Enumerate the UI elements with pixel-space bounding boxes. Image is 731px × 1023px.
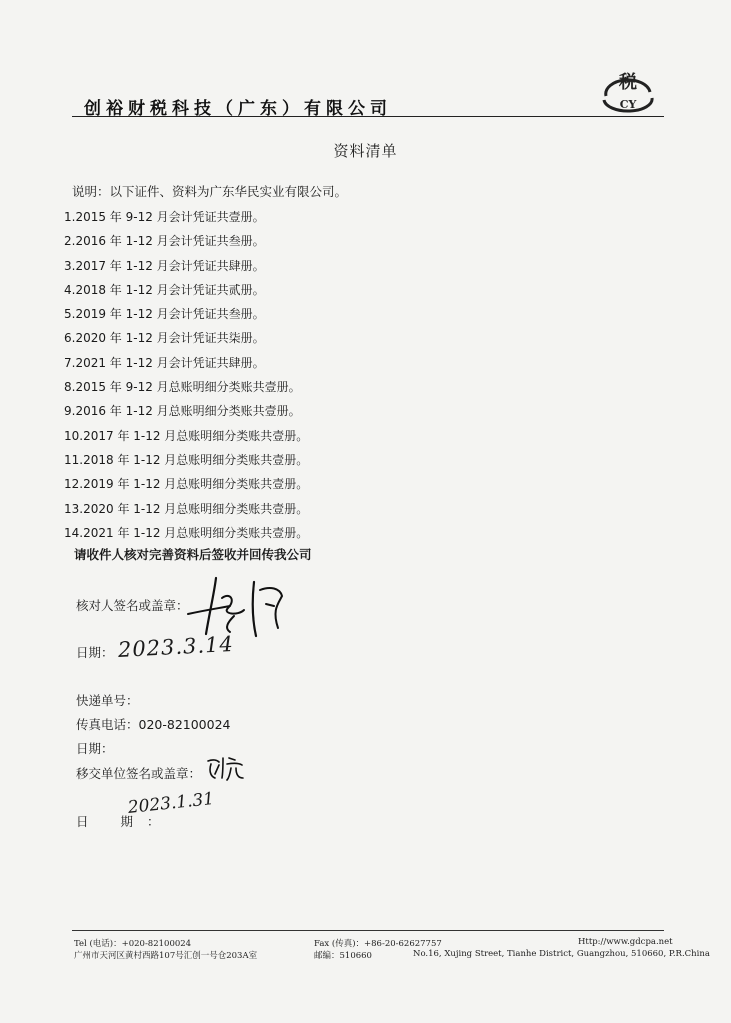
company-logo <box>596 66 660 114</box>
footer-address-en: No.16, Xujing Street, Tianhe District, Guangzhou, 510660, P.R.China <box>413 949 710 959</box>
list-item: 10.2017 年 1-12 月总账明细分类账共壹册。 <box>64 428 309 443</box>
footer-website-link[interactable]: Http://www.gdcpa.net <box>578 937 673 947</box>
footer-address-cn: 广州市天河区黄村西路107号汇创一号仓203A室 <box>74 951 258 961</box>
verifier-signature <box>186 570 296 642</box>
list-item: 2.2016 年 1-12 月会计凭证共叁册。 <box>64 234 265 249</box>
footer-postcode: 邮编：510660 <box>314 951 372 961</box>
footer-tel: Tel (电话)：+020-82100024 <box>74 939 192 949</box>
fax-number-line: 传真电话：020-82100024 <box>76 717 231 732</box>
list-item: 4.2018 年 1-12 月会计凭证共贰册。 <box>64 282 265 297</box>
list-item: 6.2020 年 1-12 月会计凭证共柒册。 <box>64 331 265 346</box>
note-text: 说明：以下证件、资料为广东华民实业有限公司。 <box>72 184 348 199</box>
instruction-text: 请收件人核对完善资料后签收并回传我公司 <box>74 547 312 562</box>
verifier-sign-label: 核对人签名或盖章： <box>76 598 189 613</box>
transfer-date-label: 日 期： <box>76 814 174 829</box>
company-name: 创裕财税科技（广东）有限公司 <box>84 99 392 119</box>
list-item: 5.2019 年 1-12 月会计凭证共叁册。 <box>64 307 265 322</box>
list-item: 9.2016 年 1-12 月总账明细分类账共壹册。 <box>64 404 301 419</box>
footer-fax: Fax (传真)：+86-20-62627757 <box>314 939 442 949</box>
logo-letters: CY <box>619 98 637 111</box>
list-item: 1.2015 年 9-12 月会计凭证共壹册。 <box>64 210 265 224</box>
verifier-date-handwritten: 2023.3.14 <box>117 631 235 662</box>
transfer-sign-label: 移交单位签名或盖章： <box>76 766 202 781</box>
list-item: 7.2021 年 1-12 月会计凭证共肆册。 <box>64 355 265 370</box>
header-divider <box>72 116 664 117</box>
document-title: 资料清单 <box>333 142 398 160</box>
list-item: 14.2021 年 1-12 月总账明细分类账共壹册。 <box>64 525 309 540</box>
list-item: 11.2018 年 1-12 月总账明细分类账共壹册。 <box>64 452 309 467</box>
logo-mark: 税 <box>619 72 637 93</box>
verifier-date-label: 日期： <box>76 645 114 660</box>
list-item: 12.2019 年 1-12 月总账明细分类账共壹册。 <box>64 477 309 492</box>
items-list <box>64 205 308 545</box>
date-label: 日期： <box>76 741 114 756</box>
transfer-date-handwritten: 2023.1.31 <box>126 789 216 818</box>
list-item: 13.2020 年 1-12 月总账明细分类账共壹册。 <box>64 501 309 516</box>
footer-divider <box>72 930 664 931</box>
transfer-signature <box>205 752 245 782</box>
list-item: 8.2015 年 9-12 月总账明细分类账共壹册。 <box>64 380 301 395</box>
list-item: 3.2017 年 1-12 月会计凭证共肆册。 <box>64 258 265 273</box>
courier-number-label: 快递单号： <box>76 693 139 708</box>
